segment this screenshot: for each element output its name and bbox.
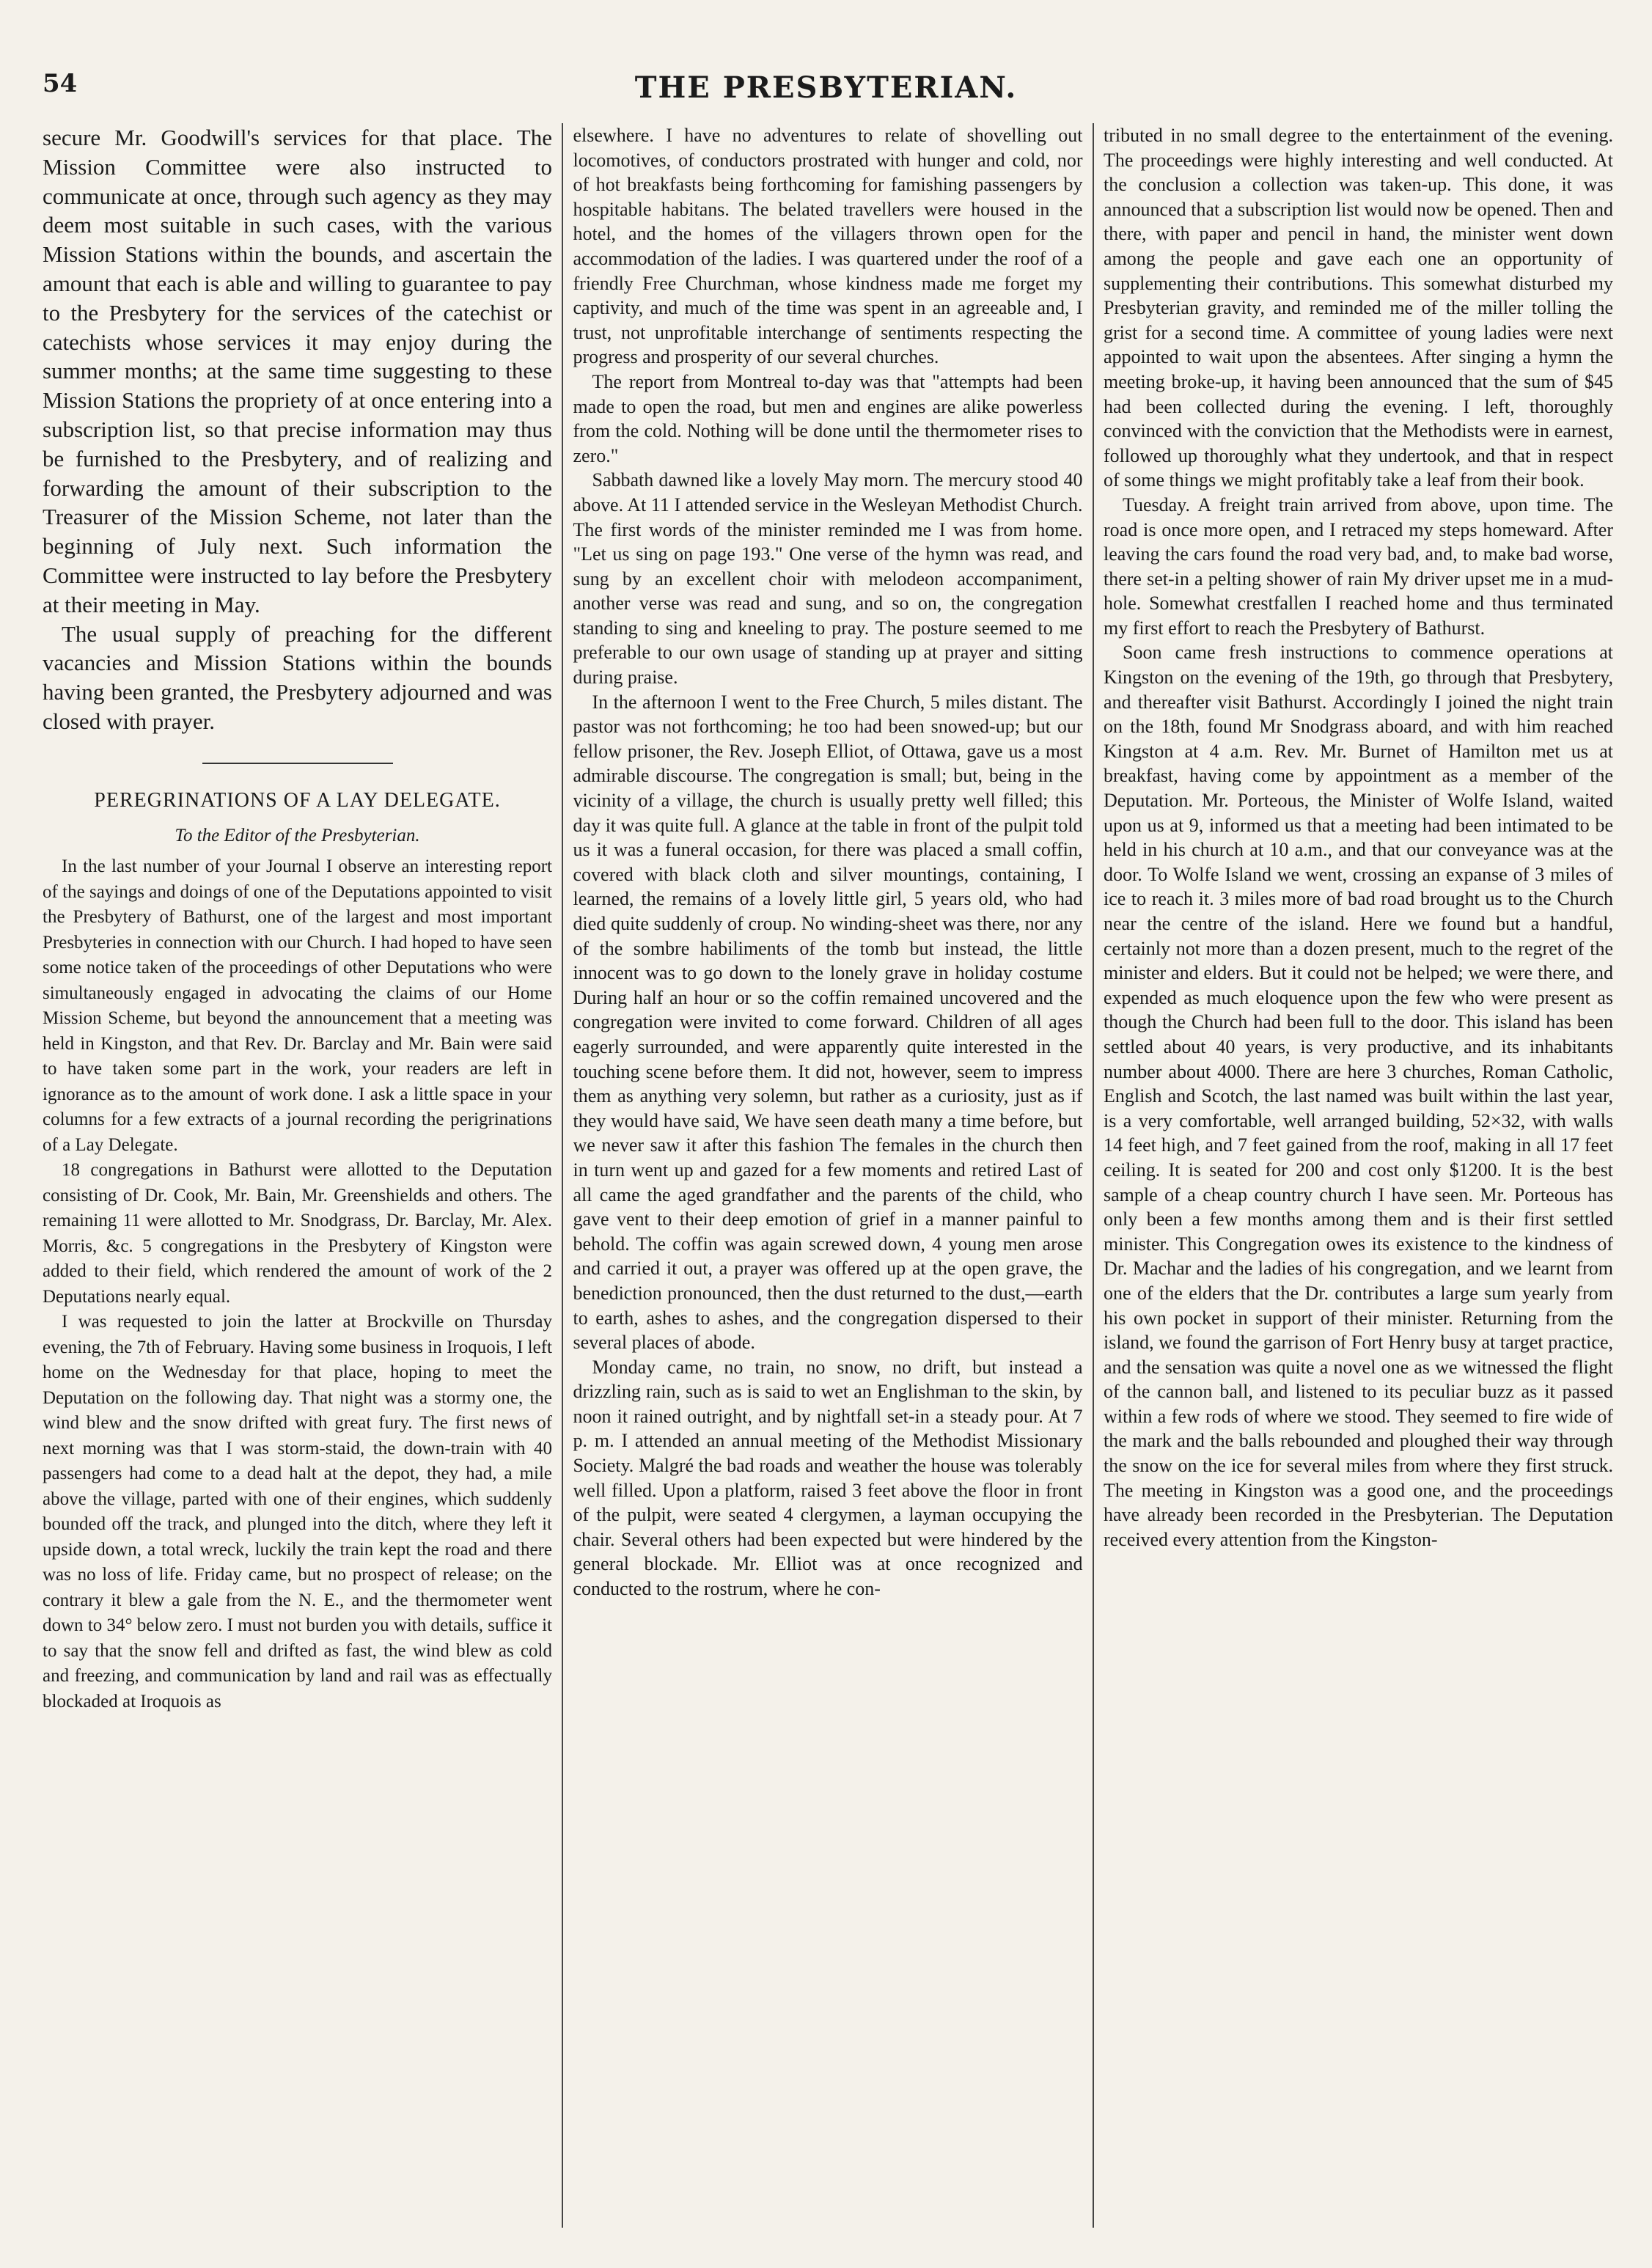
paragraph: In the afternoon I went to the Free Church, 5 miles distant. The pastor was not forthcoming; he too had been snowed-up; but our fellow prisoner, the Rev. Joseph Elliot, of Ottawa, gave us a most admirable discourse. The congregation is small; but, being in the vicinity of a village, the church is usually pretty well filled; this day it was quite full. A glance at the table in front of the pulpit told us it was a funeral occasion, for there was placed a small coffin, covered with black cloth and silver mountings, containing, I learned, the remains of a lovely little girl, 5 years old, who had died quite suddenly of croup. No winding-sheet was there, nor any of the sombre habiliments of the tomb but instead, the little innocent was to go down to the lonely grave in holiday costume During half an hour or so the coffin remained uncovered and the congregation were invited to come forward. Children of all ages eagerly surrounded, and were apparently quite interested in the touching scene before them. It did not, however, seem to impress them as anything very solemn, but rather as a curiosity, just as if they would have said, We have seen death many a time before, but we never saw it after this fashion The females in the church then in turn went up and gazed for a few moments and retired Last of all came the aged grandfather and the parents of the child, who gave vent to their deep emotion of grief in a manner painful to behold. The coffin was again screwed down, 4 young men arose and carried it out, a prayer was offered up at the open grave, the benediction pronounced, then the dust returned to the dust,—earth to earth, ashes to ashes, and the congregation dispersed to their several places of abode. bbox=[573, 691, 1083, 1354]
column-3 bbox=[1104, 123, 1613, 2228]
column-2 bbox=[573, 123, 1083, 2228]
page-number: 54 bbox=[43, 69, 78, 98]
paragraph: In the last number of your Journal I observe an interesting report of the sayings and doings of one of the Deputations appointed to visit the Presbytery of Bathurst, one of the largest and most important Presbyteries in connection with our Church. I had hoped to have seen some notice taken of the proceedings of other Deputations who were simultaneously engaged in advocating the claims of our Home Mission Scheme, but beyond the announcement that a meeting was held in Kingston, and that Rev. Dr. Barclay and Mr. Bain were said to have taken some part in the work, your readers are left in ignorance as to the amount of work done. I ask a little space in your columns for a few extracts of a journal recording the perigrinations of a Lay Delegate. bbox=[43, 856, 552, 1155]
paragraph: secure Mr. Goodwill's services for that place. The Mission Committee were also instructed to communicate at once, through such agency as they may deem most suitable in such cases, with the various Mission Stations within the bounds, and ascertain the amount that each is able and willing to guarantee to pay to the Presbytery for the services of the catechist or catechists whose services it may enjoy during the summer months; at the same time suggesting to these Mission Stations the propriety of at once entering into a subscription list, so that precise information may thus be furnished to the Presbytery, and of realizing and forwarding the amount of their subscription to the Treasurer of the Mission Scheme, not later than the beginning of July next. Such information the Committee were instructed to lay before the Presbytery at their meeting in May. bbox=[43, 125, 552, 617]
column-rule bbox=[562, 123, 563, 2228]
paragraph: Monday came, no train, no snow, no drift, but instead a drizzling rain, such as is said to wet an Englishman to the skin, by noon it rained outright, and by nightfall set-in a steady pour. At 7 p. m. I attended an annual meeting of the Methodist Missionary Society. Malgré the bad roads and weather the house was tolerably well filled. Upon a platform, raised 3 feet above the floor in front of the pulpit, were seated 4 clergymen, a layman occupying the chair. Several others had been expected but were hindered by the general blockade. Mr. Elliot was at once recognized and conducted to the rostrum, where he con- bbox=[573, 1356, 1083, 1600]
paragraph: The report from Montreal to-day was that "attempts had been made to open the road, but men and engines are alike powerless from the cold. Nothing will be done until the thermometer rises to zero." bbox=[573, 370, 1083, 466]
paragraph: tributed in no small degree to the entertainment of the evening. The proceedings were highly interesting and well conducted. At the conclusion a collection was taken-up. This done, it was announced that a subscription list would now be opened. Then and there, with paper and pencil in hand, the minister went down among the people and gave each one an opportunity of supplementing their contributions. This somewhat disturbed my Presbyterian gravity, and reminded me of the miller tolling the grist for a second time. A committee of young ladies were next appointed to wait upon the absentees. After singing a hymn the meeting broke-up, it having been announced that the sum of $45 had been collected during the evening. I left, thoroughly convinced with the conviction that the Methodists were in earnest, followed up thoroughly what they undertook, and that in respect of some things we might profitably take a leaf from their book. bbox=[1104, 125, 1613, 491]
paragraph: elsewhere. I have no adventures to relate of shovelling out locomotives, of conductors prostrated with hunger and cold, nor of hot breakfasts being forthcoming for famishing passengers by hospitable habitans. The belated travellers were housed in the hotel, and the homes of the villagers thrown open for the accommodation of the ladies. I was quartered under the roof of a friendly Free Churchman, whose kindness made me forget my captivity, and much of the time was spent in an agreeable and, I trust, not unprofitable interchange of sentiments respecting the progress and prosperity of our several churches. bbox=[573, 125, 1083, 368]
paragraph: Tuesday. A freight train arrived from above, upon time. The road is once more open, and I retraced my steps homeward. After leaving the cars found the road very bad, and, to make bad worse, there set-in a pelting shower of rain My driver upset me in a mud-hole. Somewhat crestfallen I reached home and thus terminated my first effort to reach the Presbytery of Bathurst. bbox=[1104, 493, 1613, 639]
paragraph: I was requested to join the latter at Brockville on Thursday evening, the 7th of February. Having some business in Iroquois, I left home on the Wednesday for that place, hoping to meet the Deputation on the following day. That night was a stormy one, the wind blew and the snow drifted with great fury. The first news of next morning was that I was storm-staid, the down-train with 40 passengers had come to a dead halt at the depot, they had, a mile above the village, parted with one of their engines, which suddenly bounded off the track, and plunged into the ditch, where they left it upside down, a total wreck, luckily the train kept the road and there was no loss of life. Friday came, but no prospect of release; on the contrary it blew a gale from the N. E., and the thermometer went down to 34° below zero. I must not burden you with details, suffice it to say that the snow fell and drifted as fast, the wind blew as cold and freezing, and communication by land and rail was as effectually blockaded at Iroquois as bbox=[43, 1312, 552, 1711]
section-divider bbox=[202, 763, 393, 764]
paragraph: The usual supply of preaching for the different vacancies and Mission Stations within the bounds having been granted, the Presbytery adjourned and was closed with prayer. bbox=[43, 620, 552, 734]
paragraph: 18 congregations in Bathurst were allotted to the Deputation consisting of Dr. Cook, Mr. Bain, Mr. Greenshields and others. The remaining 11 were allotted to Mr. Snodgrass, Dr. Barclay, Mr. Alex. Morris, &c. 5 congregations in the Presbytery of Kingston were added to their field, which rendered the amount of work of the 2 Deputations nearly equal. bbox=[43, 1160, 552, 1307]
article-body bbox=[43, 854, 552, 1714]
text-columns bbox=[43, 123, 1613, 2228]
paragraph: Soon came fresh instructions to commence operations at Kingston on the evening of the 19th, go through that Presbytery, and thereafter visit Bathurst. Accordingly I joined the night train on the 18th, found Mr Snodgrass aboard, and with him reached Kingston at 4 a.m. Rev. Mr. Burnet of Hamilton met us at breakfast, having come by appointment as a member of the Deputation. Mr. Porteous, the Minister of Wolfe Island, waited upon us at 9, informed us that a meeting had been intimated to be held in his church at 10 a.m., and that our conveyance was at the door. To Wolfe Island we went, crossing an expanse of 3 miles of ice to reach it. 3 miles more of bad road brought us to the Church near the centre of the island. Here we found but a handful, certainly not more than a dozen present, much to the regret of the minister and elders. But it could not be helped; we were there, and expended as much eloquence upon the few who were present as though the Church had been full to the door. This island has been settled about 40 years, is very productive, and its inhabitants number about 4000. There are here 3 churches, Roman Catholic, English and Scotch, the last named was built within the last year, is a very comfortable, well arranged building, 52×32, with walls 14 feet high, and 7 feet gained from the roof, making in all 17 feet ceiling. It is seated for 200 and cost only $1200. It is the best sample of a cheap country church I have seen. Mr. Porteous has only been a few months among them and is their first settled minister. This Congregation owes its existence to the kindness of Dr. Machar and the ladies of his congregation, and we learnt from one of the elders that the Dr. contributes a large sum yearly from his own pocket in support of their minister. Returning from the island, we found the garrison of Fort Henry busy at target practice, and the sensation was quite a novel one as we witnessed the flight of the cannon ball, and listened to its peculiar buzz as it passed within a few rods of where we stood. They seemed to fire wide of the mark and the balls rebounded and ploughed their way through the snow on the ice for several miles from where they first struck. The meeting in Kingston was a good one, and the proceedings have already been recorded in the Presbyterian. The Deputation received every attention from the Kingston- bbox=[1104, 642, 1613, 1550]
running-title: THE PRESBYTERIAN. bbox=[634, 70, 1018, 105]
page-header bbox=[43, 62, 1609, 113]
article-salutation: To the Editor of the Presbyterian. bbox=[175, 825, 420, 845]
article-title: PEREGRINATIONS OF A LAY DELEGATE. bbox=[94, 788, 501, 812]
column-1 bbox=[43, 123, 552, 2228]
column-rule bbox=[1093, 123, 1094, 2228]
paragraph: Sabbath dawned like a lovely May morn. The mercury stood 40 above. At 11 I attended service in the Wesleyan Methodist Church. The first words of the minister reminded me I was from home. "Let us sing on page 193." One verse of the hymn was read, and sung by an excellent choir with melodeon accompaniment, another verse was read and sung, and so on, the congregation standing to sing and kneeling to pray. The posture seemed to me preferable to our own usage of standing up at prayer and sitting during praise. bbox=[573, 469, 1083, 689]
